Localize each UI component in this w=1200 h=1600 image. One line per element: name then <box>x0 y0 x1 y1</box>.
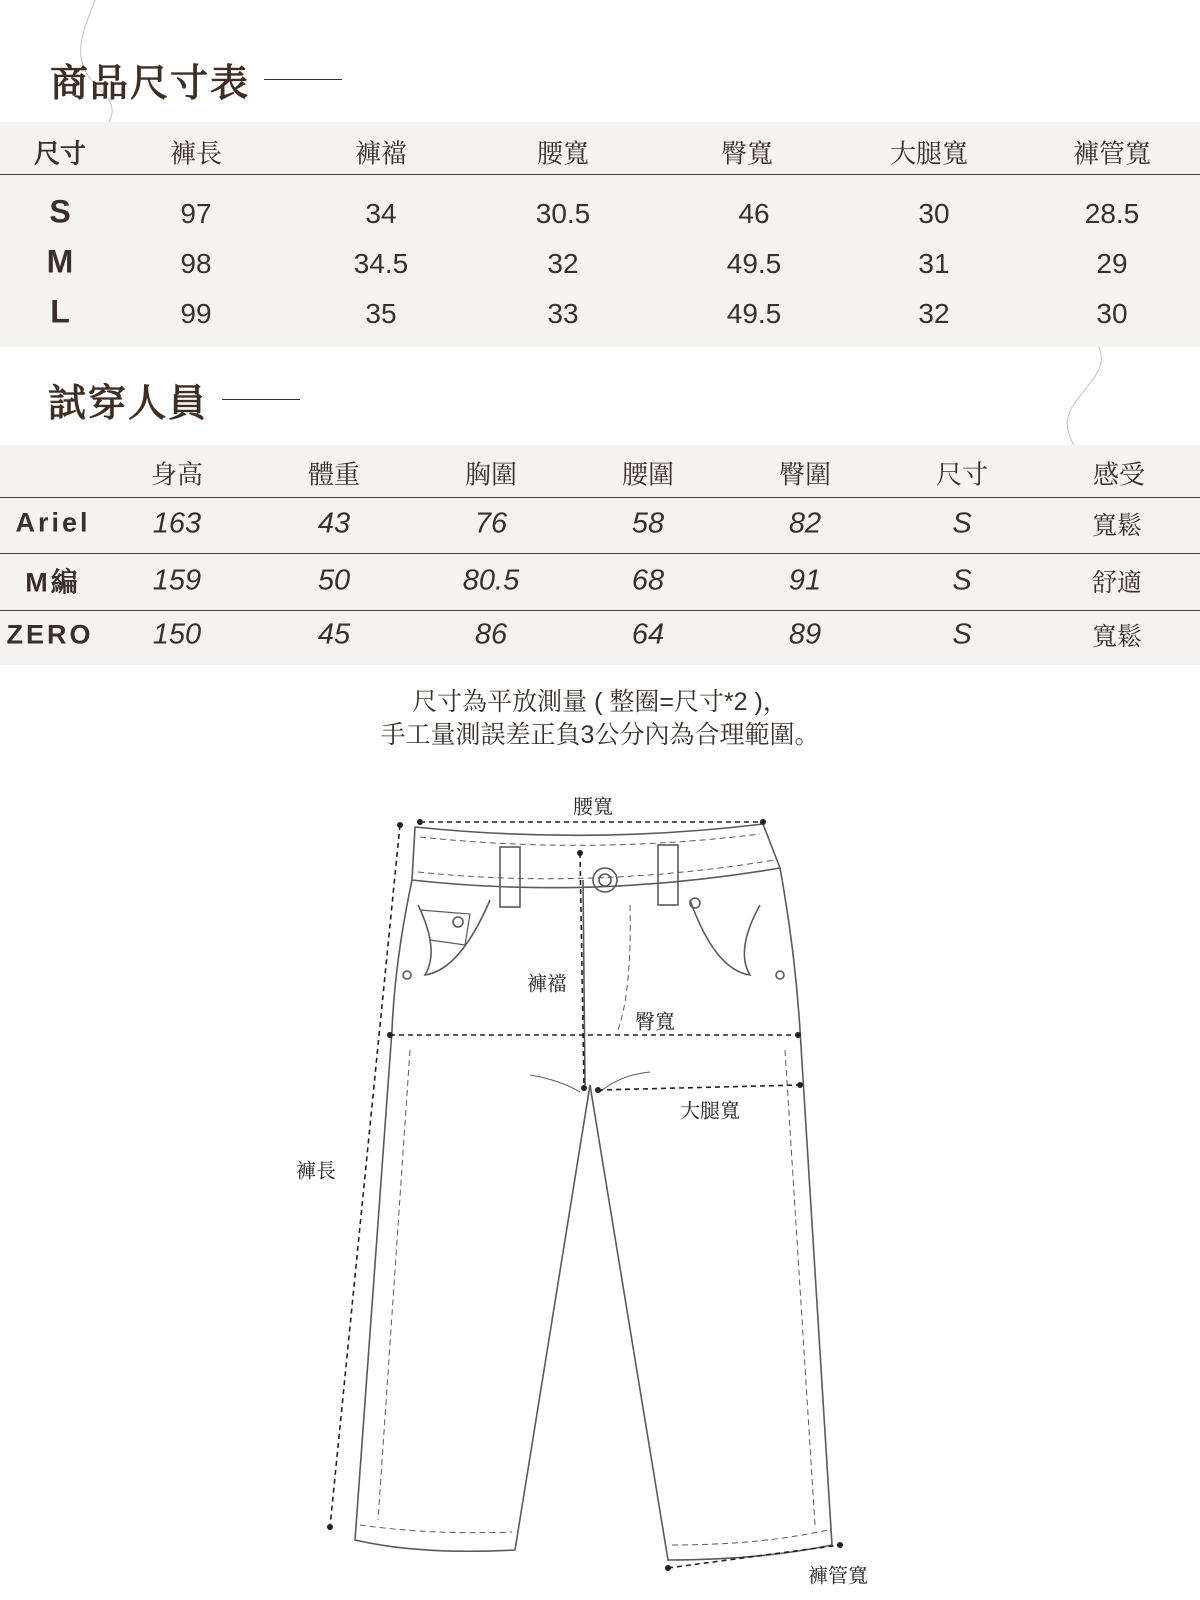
diagram-label-hem: 褲管寬 <box>808 1563 868 1588</box>
header-rise: 褲襠 <box>354 138 408 169</box>
table-cell: S <box>952 507 972 540</box>
table-cell: 159 <box>152 564 202 597</box>
table-cell: 35 <box>365 298 397 329</box>
table-cell: 30 <box>918 198 950 229</box>
table-cell: 34.5 <box>353 248 409 279</box>
table-cell: 32 <box>547 248 579 279</box>
header-weight: 體重 <box>307 459 361 490</box>
table-cell: 49.5 <box>726 298 782 329</box>
table-cell: 43 <box>317 507 351 540</box>
size-label-s: S <box>49 193 71 230</box>
header-waist: 腰寬 <box>536 138 590 169</box>
header-feel: 感受 <box>1092 459 1146 490</box>
table-cell: 82 <box>788 507 822 540</box>
table-cell: 64 <box>631 618 665 651</box>
table-cell: 46 <box>738 198 770 229</box>
header-size: 尺寸 <box>935 459 989 490</box>
note-line-1: 尺寸為平放測量 ( 整圈=尺寸*2 )， <box>412 688 788 716</box>
table-cell: 30 <box>1096 298 1128 329</box>
diagram-label-length: 褲長 <box>296 1158 336 1183</box>
table-cell: S <box>952 564 972 597</box>
header-height: 身高 <box>150 459 204 490</box>
model-name: Ariel <box>15 507 91 538</box>
table-cell: 寬鬆 <box>1091 623 1143 651</box>
header-waist: 腰圍 <box>621 459 675 490</box>
try-on-title-text: 試穿人員 <box>48 380 209 425</box>
table-cell: 45 <box>317 618 351 651</box>
table-cell: 舒適 <box>1091 569 1143 597</box>
length-measure-line <box>330 825 400 1527</box>
table-cell: 91 <box>788 564 822 597</box>
table-cell: 76 <box>474 507 508 540</box>
diagram-label-rise: 褲襠 <box>527 971 567 996</box>
table-cell: 58 <box>631 507 665 540</box>
diagram-label-hip: 臀寬 <box>635 1009 675 1034</box>
table-cell: 163 <box>152 507 202 540</box>
note-line-2: 手工量測誤差正負3公分內為合理範圍。 <box>380 721 820 749</box>
header-hem: 褲管寬 <box>1072 138 1152 169</box>
header-thigh: 大腿寬 <box>889 138 969 169</box>
table-cell: 31 <box>918 248 950 279</box>
table-cell: 34 <box>365 198 397 229</box>
thigh-measure-line <box>598 1085 800 1090</box>
table-cell: 99 <box>180 298 212 329</box>
table-cell: 80.5 <box>462 564 520 597</box>
header-hip: 臀圍 <box>778 459 832 490</box>
table-cell: 33 <box>547 298 579 329</box>
diagram-label-thigh: 大腿寬 <box>680 1098 740 1123</box>
table-cell: S <box>952 618 972 651</box>
header-length: 褲長 <box>169 138 223 169</box>
table-cell: 寬鬆 <box>1091 512 1143 540</box>
size-chart-title-text: 商品尺寸表 <box>50 60 251 105</box>
table-cell: 89 <box>788 618 822 651</box>
table-cell: 150 <box>152 618 202 651</box>
table-cell: 32 <box>918 298 950 329</box>
size-label-l: L <box>50 293 70 330</box>
table-cell: 28.5 <box>1084 198 1140 229</box>
table-cell: 98 <box>180 248 212 279</box>
table-cell: 68 <box>631 564 665 597</box>
diagram-label-waist: 腰寬 <box>573 794 613 819</box>
size-label-m: M <box>46 243 74 280</box>
model-name: M編 <box>25 567 81 598</box>
measure-lines <box>330 822 840 1568</box>
model-name: ZERO <box>6 619 94 650</box>
table-cell: 50 <box>317 564 351 597</box>
pants-outline <box>355 824 832 1560</box>
header-size: 尺寸 <box>33 138 87 169</box>
table-cell: 49.5 <box>726 248 782 279</box>
table-cell: 30.5 <box>535 198 591 229</box>
header-hip: 臀寬 <box>720 138 774 169</box>
table-cell: 86 <box>474 618 508 651</box>
measure-endpoints <box>327 819 843 1571</box>
header-chest: 胸圍 <box>464 459 518 490</box>
table-cell: 29 <box>1096 248 1128 279</box>
table-cell: 97 <box>180 198 212 229</box>
